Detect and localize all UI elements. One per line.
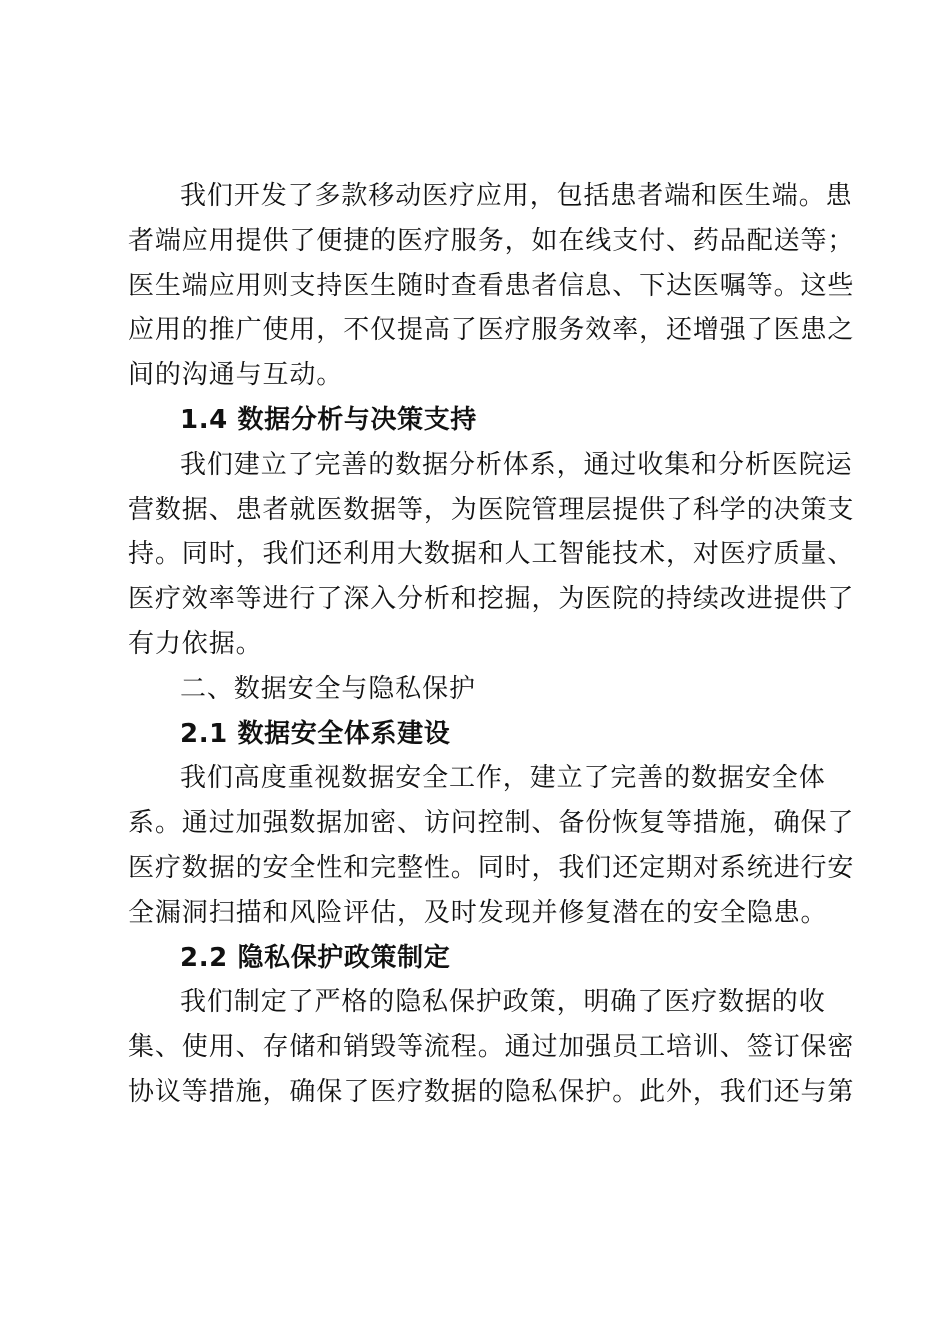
text-line: 协议等措施，确保了医疗数据的隐私保护。此外，我们还与第 — [128, 1076, 855, 1107]
text-line: 集、使用、存储和销毁等流程。通过加强员工培训、签订保密 — [128, 1032, 855, 1063]
paragraph-mobile-apps — [128, 174, 855, 398]
paragraph-data-security — [128, 756, 855, 935]
section-heading-2: 二、数据安全与隐私保护 — [180, 673, 476, 704]
heading-2-1: 2.1 数据安全体系建设 — [180, 718, 451, 749]
text-line: 系。通过加强数据加密、访问控制、备份恢复等措施，确保了 — [128, 808, 855, 839]
paragraph-data-analysis — [128, 443, 855, 667]
text-line: 我们开发了多款移动医疗应用，包括患者端和医生端。患 — [180, 181, 853, 211]
text-line: 医生端应用则支持医生随时查看患者信息、下达医嘱等。这些 — [128, 270, 855, 301]
heading-1-4: 1.4 数据分析与决策支持 — [180, 404, 477, 435]
text-line: 医疗效率等进行了深入分析和挖掘，为医院的持续改进提供了 — [128, 584, 855, 615]
text-line: 有力依据。 — [128, 628, 263, 659]
paragraph-privacy-policy — [128, 980, 855, 1114]
text-line: 我们制定了严格的隐私保护政策，明确了医疗数据的收 — [180, 987, 826, 1018]
text-line: 全漏洞扫描和风险评估，及时发现并修复潜在的安全隐患。 — [128, 897, 828, 928]
heading-2-2: 2.2 隐私保护政策制定 — [180, 942, 451, 973]
text-line: 间的沟通与互动。 — [128, 360, 344, 391]
text-line: 持。同时，我们还利用大数据和人工智能技术，对医疗质量、 — [128, 539, 855, 570]
text-line: 者端应用提供了便捷的医疗服务，如在线支付、药品配送等； — [128, 225, 855, 256]
text-line: 我们高度重视数据安全工作，建立了完善的数据安全体 — [180, 763, 826, 794]
text-line: 营数据、患者就医数据等，为医院管理层提供了科学的决策支 — [128, 494, 855, 525]
document-page — [128, 174, 855, 1115]
text-line: 医疗数据的安全性和完整性。同时，我们还定期对系统进行安 — [128, 852, 855, 883]
text-line: 我们建立了完善的数据分析体系，通过收集和分析医院运 — [180, 449, 853, 480]
text-line: 应用的推广使用，不仅提高了医疗服务效率，还增强了医患之 — [128, 315, 855, 346]
